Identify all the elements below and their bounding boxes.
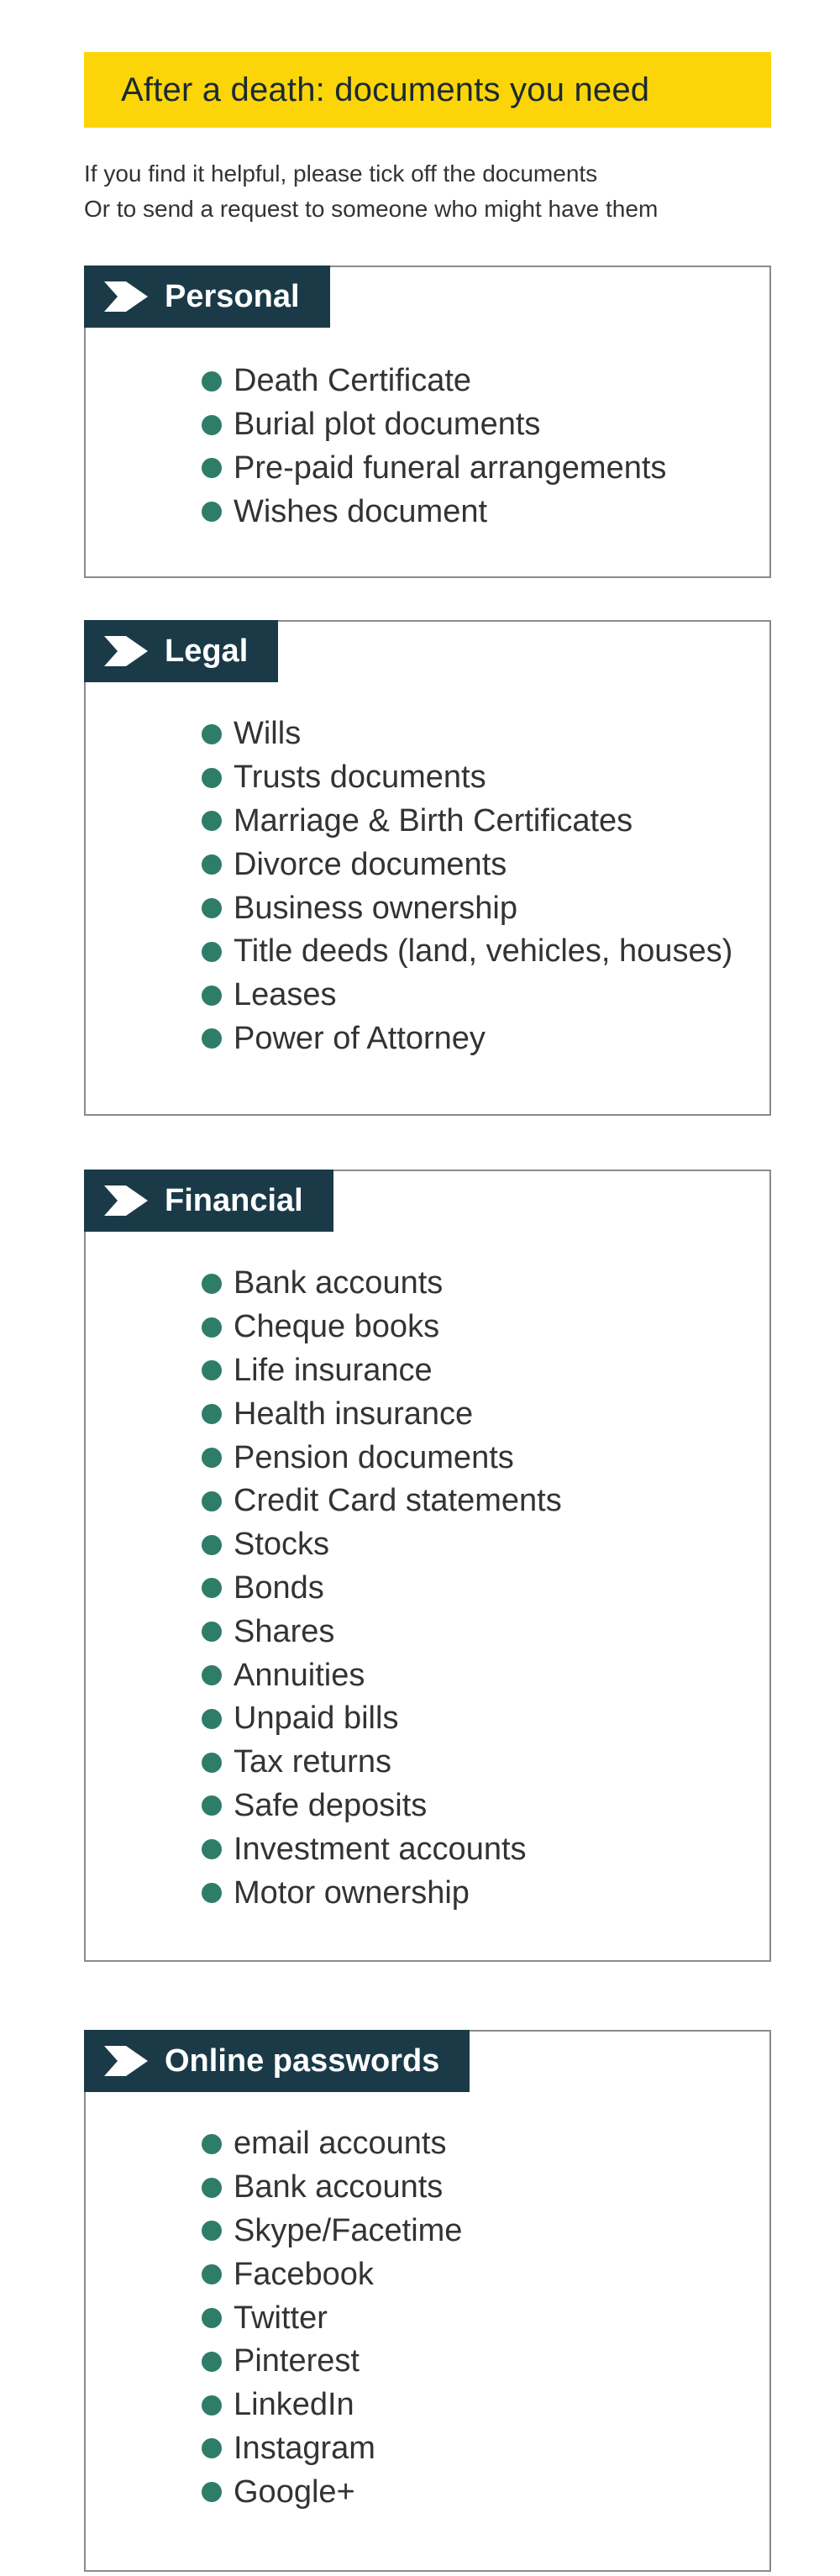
list-item bbox=[202, 490, 666, 534]
bullet-icon bbox=[202, 1709, 222, 1729]
list-item bbox=[202, 1785, 562, 1828]
section-tab-personal bbox=[84, 265, 330, 328]
item-label: LinkedIn bbox=[234, 2387, 354, 2423]
intro-line-1: If you find it helpful, please tick off the documents bbox=[84, 160, 598, 187]
bullet-icon bbox=[202, 1578, 222, 1598]
item-label: Health insurance bbox=[234, 1396, 474, 1432]
item-label: Bonds bbox=[234, 1569, 324, 1606]
bullet-icon bbox=[202, 986, 222, 1006]
arrow-right-icon bbox=[104, 1185, 148, 1216]
item-label: email accounts bbox=[234, 2126, 447, 2162]
section-title-financial: Financial bbox=[165, 1182, 303, 1218]
section-financial bbox=[84, 1170, 771, 1962]
title-banner bbox=[84, 52, 771, 128]
bullet-icon bbox=[202, 502, 222, 522]
list-item bbox=[202, 2296, 462, 2340]
bullet-icon bbox=[202, 458, 222, 478]
item-label: Cheque books bbox=[234, 1309, 440, 1345]
item-label: Facebook bbox=[234, 2256, 374, 2292]
list-item bbox=[202, 1697, 562, 1741]
list-item bbox=[202, 2340, 462, 2384]
list-item bbox=[202, 1017, 732, 1061]
bullet-icon bbox=[202, 1622, 222, 1642]
section-personal bbox=[84, 265, 771, 578]
list-item bbox=[202, 1262, 562, 1306]
list-item bbox=[202, 712, 732, 756]
bullet-icon bbox=[202, 2134, 222, 2154]
bullet-icon bbox=[202, 1274, 222, 1294]
list-item bbox=[202, 974, 732, 1017]
section-title-personal: Personal bbox=[165, 278, 300, 314]
intro-text bbox=[84, 156, 771, 227]
item-label: Pension documents bbox=[234, 1439, 514, 1475]
bullet-icon bbox=[202, 2308, 222, 2328]
bullet-icon bbox=[202, 942, 222, 962]
section-online-passwords bbox=[84, 2030, 771, 2572]
item-label: Trusts documents bbox=[234, 760, 486, 796]
bullet-icon bbox=[202, 1665, 222, 1685]
list-item bbox=[202, 1567, 562, 1611]
item-label: Stocks bbox=[234, 1527, 330, 1563]
bullet-icon bbox=[202, 2438, 222, 2458]
item-label: Marriage & Birth Certificates bbox=[234, 802, 633, 839]
section-title-legal: Legal bbox=[165, 633, 249, 669]
item-label: Instagram bbox=[234, 2430, 375, 2466]
checklist-legal bbox=[202, 712, 732, 1060]
list-item bbox=[202, 756, 732, 800]
item-label: Life insurance bbox=[234, 1352, 433, 1388]
item-label: Pre-paid funeral arrangements bbox=[234, 449, 667, 486]
section-legal bbox=[84, 620, 771, 1116]
section-tab-financial bbox=[84, 1170, 333, 1232]
list-item bbox=[202, 930, 732, 974]
item-label: Twitter bbox=[234, 2300, 328, 2336]
bullet-icon bbox=[202, 371, 222, 392]
item-label: Motor ownership bbox=[234, 1874, 470, 1911]
arrow-right-icon bbox=[104, 2046, 148, 2076]
arrow-right-icon bbox=[104, 636, 148, 666]
bullet-icon bbox=[202, 1360, 222, 1380]
item-label: Credit Card statements bbox=[234, 1483, 562, 1519]
item-label: Annuities bbox=[234, 1657, 365, 1693]
bullet-icon bbox=[202, 2221, 222, 2241]
intro-line-2: Or to send a request to someone who might have them bbox=[84, 196, 659, 222]
bullet-icon bbox=[202, 1491, 222, 1511]
list-item bbox=[202, 800, 732, 844]
item-label: Bank accounts bbox=[234, 1265, 444, 1301]
list-item bbox=[202, 2384, 462, 2427]
checklist-personal bbox=[202, 360, 666, 534]
item-label: Power of Attorney bbox=[234, 1020, 486, 1056]
item-label: Shares bbox=[234, 1613, 335, 1649]
list-item bbox=[202, 1349, 562, 1393]
item-label: Bank accounts bbox=[234, 2169, 444, 2205]
bullet-icon bbox=[202, 854, 222, 875]
bullet-icon bbox=[202, 768, 222, 788]
bullet-icon bbox=[202, 2352, 222, 2372]
list-item bbox=[202, 1392, 562, 1436]
bullet-icon bbox=[202, 2264, 222, 2284]
list-item bbox=[202, 1871, 562, 1915]
list-item bbox=[202, 1653, 562, 1697]
item-label: Skype/Facetime bbox=[234, 2212, 463, 2248]
bullet-icon bbox=[202, 1317, 222, 1338]
item-label: Pinterest bbox=[234, 2343, 360, 2379]
bullet-icon bbox=[202, 1795, 222, 1816]
bullet-icon bbox=[202, 2482, 222, 2502]
arrow-right-icon bbox=[104, 281, 148, 312]
section-tab-online-passwords bbox=[84, 2030, 470, 2092]
list-item bbox=[202, 1436, 562, 1480]
bullet-icon bbox=[202, 415, 222, 435]
checklist-online-passwords bbox=[202, 2122, 462, 2514]
checklist-financial bbox=[202, 1262, 562, 1915]
list-item bbox=[202, 2470, 462, 2514]
bullet-icon bbox=[202, 2395, 222, 2416]
list-item bbox=[202, 2166, 462, 2210]
list-item bbox=[202, 1610, 562, 1653]
item-label: Google+ bbox=[234, 2473, 355, 2510]
list-item bbox=[202, 886, 732, 930]
list-item bbox=[202, 1523, 562, 1567]
list-item bbox=[202, 2210, 462, 2253]
section-tab-legal bbox=[84, 620, 278, 682]
bullet-icon bbox=[202, 1028, 222, 1049]
list-item bbox=[202, 447, 666, 491]
list-item bbox=[202, 1306, 562, 1349]
item-label: Business ownership bbox=[234, 890, 517, 926]
item-label: Divorce documents bbox=[234, 846, 507, 882]
bullet-icon bbox=[202, 1883, 222, 1903]
list-item bbox=[202, 2122, 462, 2166]
bullet-icon bbox=[202, 1448, 222, 1468]
list-item bbox=[202, 1741, 562, 1785]
bullet-icon bbox=[202, 811, 222, 831]
item-label: Leases bbox=[234, 977, 337, 1013]
bullet-icon bbox=[202, 724, 222, 744]
item-label: Death Certificate bbox=[234, 363, 472, 399]
item-label: Unpaid bills bbox=[234, 1701, 399, 1737]
list-item bbox=[202, 1480, 562, 1523]
list-item bbox=[202, 1827, 562, 1871]
bullet-icon bbox=[202, 1753, 222, 1773]
item-label: Title deeds (land, vehicles, houses) bbox=[234, 933, 733, 970]
bullet-icon bbox=[202, 1839, 222, 1859]
bullet-icon bbox=[202, 898, 222, 918]
list-item bbox=[202, 403, 666, 447]
bullet-icon bbox=[202, 1535, 222, 1555]
bullet-icon bbox=[202, 2178, 222, 2198]
item-label: Safe deposits bbox=[234, 1787, 428, 1823]
item-label: Tax returns bbox=[234, 1744, 391, 1780]
item-label: Wishes document bbox=[234, 493, 488, 529]
list-item bbox=[202, 843, 732, 886]
item-label: Burial plot documents bbox=[234, 407, 541, 443]
item-label: Investment accounts bbox=[234, 1831, 527, 1867]
item-label: Wills bbox=[234, 716, 302, 752]
bullet-icon bbox=[202, 1404, 222, 1424]
list-item bbox=[202, 2427, 462, 2471]
list-item bbox=[202, 360, 666, 403]
list-item bbox=[202, 2253, 462, 2296]
section-title-online-passwords: Online passwords bbox=[165, 2042, 440, 2079]
page-title: After a death: documents you need bbox=[121, 71, 650, 108]
